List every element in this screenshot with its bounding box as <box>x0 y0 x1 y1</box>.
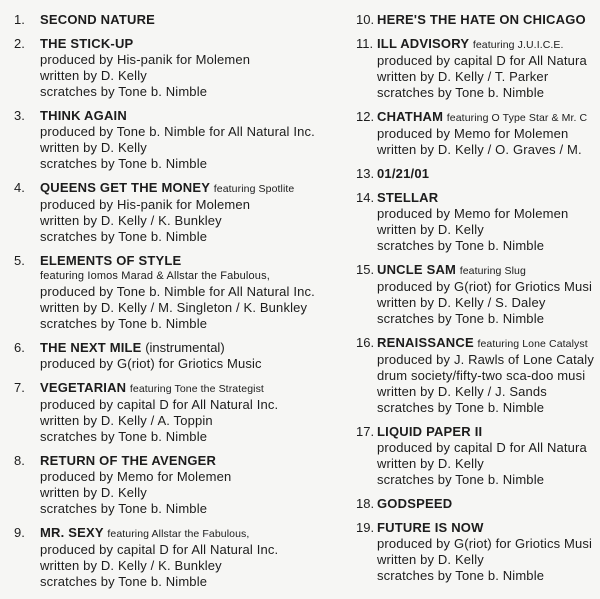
track-heading <box>40 380 354 397</box>
track-heading <box>377 190 600 206</box>
track-credit-line: produced by G(riot) for Griotics Musi <box>377 536 593 551</box>
track-credit-line: written by D. Kelly <box>40 485 147 500</box>
track-credit-line: produced by Memo for Molemen <box>377 126 569 141</box>
track-entry <box>14 36 354 100</box>
track-title: ELEMENTS OF STYLE <box>40 253 182 268</box>
track-entry <box>356 424 600 488</box>
track-number: 2. <box>14 36 25 51</box>
track-number: 11. <box>356 36 374 51</box>
track-heading <box>377 262 600 279</box>
track-featuring: featuring Allstar the Fabulous, <box>107 528 250 540</box>
track-number: 18. <box>356 496 375 511</box>
track-heading <box>40 12 354 28</box>
track-credit-line: produced by Tone b. Nimble for All Natural Inc. <box>40 284 315 299</box>
track-credit-line: produced by Memo for Molemen <box>377 206 569 221</box>
track-credit-line: produced by His-panik for Molemen <box>40 52 251 67</box>
track-credit-line: written by D. Kelly <box>377 552 484 567</box>
track-entry <box>356 190 600 254</box>
track-title: QUEENS GET THE MONEY <box>40 180 211 195</box>
track-number: 1. <box>14 12 25 27</box>
track-title: VEGETARIAN <box>40 380 127 395</box>
track-credit-line: produced by Tone b. Nimble for All Natural Inc. <box>40 124 315 139</box>
track-featuring: featuring O Type Star & Mr. C <box>446 112 588 124</box>
track-entry <box>14 180 354 245</box>
track-credit-line: written by D. Kelly / S. Daley <box>377 295 546 310</box>
track-heading <box>377 496 600 512</box>
track-number: 14. <box>356 190 375 205</box>
track-title: RETURN OF THE AVENGER <box>40 453 217 468</box>
track-credit-line: produced by capital D for All Natural Inc. <box>40 397 279 412</box>
track-credit-line: written by D. Kelly / K. Bunkley <box>40 213 222 228</box>
track-credit-line: scratches by Tone b. Nimble <box>40 429 208 444</box>
track-credit-line: written by D. Kelly <box>377 222 484 237</box>
track-credit-line: produced by Memo for Molemen <box>40 469 232 484</box>
track-entry <box>356 109 600 158</box>
tracklist-left-column <box>14 12 354 598</box>
track-heading <box>40 36 354 52</box>
track-title: HERE'S THE HATE ON CHICAGO <box>377 12 586 27</box>
track-number: 19. <box>356 520 375 535</box>
track-credit-line: produced by G(riot) for Griotics Musi <box>377 279 593 294</box>
track-entry <box>14 108 354 172</box>
track-credit-line: scratches by Tone b. Nimble <box>40 501 208 516</box>
track-number: 12. <box>356 109 375 124</box>
track-number: 5. <box>14 253 25 268</box>
track-credit-line: scratches by Tone b. Nimble <box>40 229 208 244</box>
track-heading <box>377 335 600 352</box>
track-number: 15. <box>356 262 375 277</box>
track-number: 4. <box>14 180 25 195</box>
track-title: 01/21/01 <box>377 166 430 181</box>
track-credit-line: scratches by Tone b. Nimble <box>377 568 545 583</box>
track-title: UNCLE SAM <box>377 262 457 277</box>
track-credit-line: written by D. Kelly / T. Parker <box>377 69 549 84</box>
track-heading <box>377 36 600 53</box>
track-featuring: featuring Lone Catalyst <box>477 338 588 350</box>
track-credit-line: written by D. Kelly <box>377 456 484 471</box>
track-entry <box>356 12 600 28</box>
track-credit-line: written by D. Kelly / K. Bunkley <box>40 558 222 573</box>
track-featuring: featuring J.U.I.C.E. <box>472 39 564 51</box>
track-note: (instrumental) <box>145 340 225 355</box>
track-number: 6. <box>14 340 25 355</box>
track-credit-line: scratches by Tone b. Nimble <box>40 156 208 171</box>
track-heading <box>40 525 354 542</box>
track-credit-line: written by D. Kelly / A. Toppin <box>40 413 213 428</box>
track-credit-line: written by D. Kelly <box>40 68 147 83</box>
track-title: SECOND NATURE <box>40 12 156 27</box>
track-credit-line: scratches by Tone b. Nimble <box>377 311 545 326</box>
track-credit-line: produced by G(riot) for Griotics Music <box>40 356 262 371</box>
track-heading <box>377 520 600 536</box>
track-title: STELLAR <box>377 190 439 205</box>
track-title: GODSPEED <box>377 496 453 511</box>
track-credit-line: produced by J. Rawls of Lone Cataly <box>377 352 594 367</box>
track-title: THINK AGAIN <box>40 108 127 123</box>
track-credit-line: featuring Iomos Marad & Allstar the Fabulous, <box>40 270 270 282</box>
track-entry <box>356 335 600 416</box>
track-number: 8. <box>14 453 25 468</box>
track-credit-line: drum society/fifty-two sca-doo musi <box>377 368 586 383</box>
track-title: FUTURE IS NOW <box>377 520 484 535</box>
track-title: LIQUID PAPER II <box>377 424 483 439</box>
track-heading <box>40 180 354 197</box>
track-entry <box>356 496 600 512</box>
track-credit-line: scratches by Tone b. Nimble <box>377 400 545 415</box>
track-number: 16. <box>356 335 375 350</box>
track-title: THE STICK-UP <box>40 36 134 51</box>
track-heading <box>40 108 354 124</box>
track-credit-line: produced by capital D for All Natura <box>377 53 587 68</box>
track-number: 17. <box>356 424 375 439</box>
track-title: ILL ADVISORY <box>377 36 470 51</box>
track-entry <box>356 262 600 327</box>
track-credit-line: produced by capital D for All Natural Inc. <box>40 542 279 557</box>
track-featuring: featuring Spotlite <box>213 183 295 195</box>
tracklist-right-column <box>356 12 600 592</box>
track-credit-line: written by D. Kelly <box>40 140 147 155</box>
track-entry <box>14 380 354 445</box>
track-entry <box>14 453 354 517</box>
track-entry <box>14 253 354 332</box>
track-entry <box>14 525 354 590</box>
track-heading <box>377 109 600 126</box>
track-heading <box>377 424 600 440</box>
track-credit-line: written by D. Kelly / O. Graves / M. <box>377 142 582 157</box>
track-heading <box>40 340 354 356</box>
track-credit-line: written by D. Kelly / J. Sands <box>377 384 547 399</box>
track-heading <box>40 253 354 269</box>
track-credit-line: scratches by Tone b. Nimble <box>40 316 208 331</box>
track-credit-line: produced by capital D for All Natura <box>377 440 587 455</box>
track-heading <box>377 166 600 182</box>
track-featuring: featuring Slug <box>459 265 526 277</box>
track-title: MR. SEXY <box>40 525 104 540</box>
track-number: 3. <box>14 108 25 123</box>
track-entry <box>356 36 600 101</box>
track-number: 10. <box>356 12 375 27</box>
track-title: THE NEXT MILE <box>40 340 142 355</box>
track-credit-line: scratches by Tone b. Nimble <box>377 238 545 253</box>
track-heading <box>377 12 600 28</box>
track-title: CHATHAM <box>377 109 444 124</box>
track-credit-line: scratches by Tone b. Nimble <box>40 84 208 99</box>
track-credit-line: written by D. Kelly / M. Singleton / K. Bunkley <box>40 300 308 315</box>
track-heading <box>40 453 354 469</box>
track-credit-line: produced by His-panik for Molemen <box>40 197 251 212</box>
track-credit-line: scratches by Tone b. Nimble <box>377 472 545 487</box>
track-entry <box>14 12 354 28</box>
track-number: 13. <box>356 166 375 181</box>
track-entry <box>356 520 600 584</box>
track-entry <box>14 340 354 372</box>
track-featuring: featuring Tone the Strategist <box>129 383 264 395</box>
track-entry <box>356 166 600 182</box>
track-credit-line: scratches by Tone b. Nimble <box>377 85 545 100</box>
track-credit-line: scratches by Tone b. Nimble <box>40 574 208 589</box>
track-number: 9. <box>14 525 25 540</box>
track-number: 7. <box>14 380 25 395</box>
track-title: RENAISSANCE <box>377 335 474 350</box>
